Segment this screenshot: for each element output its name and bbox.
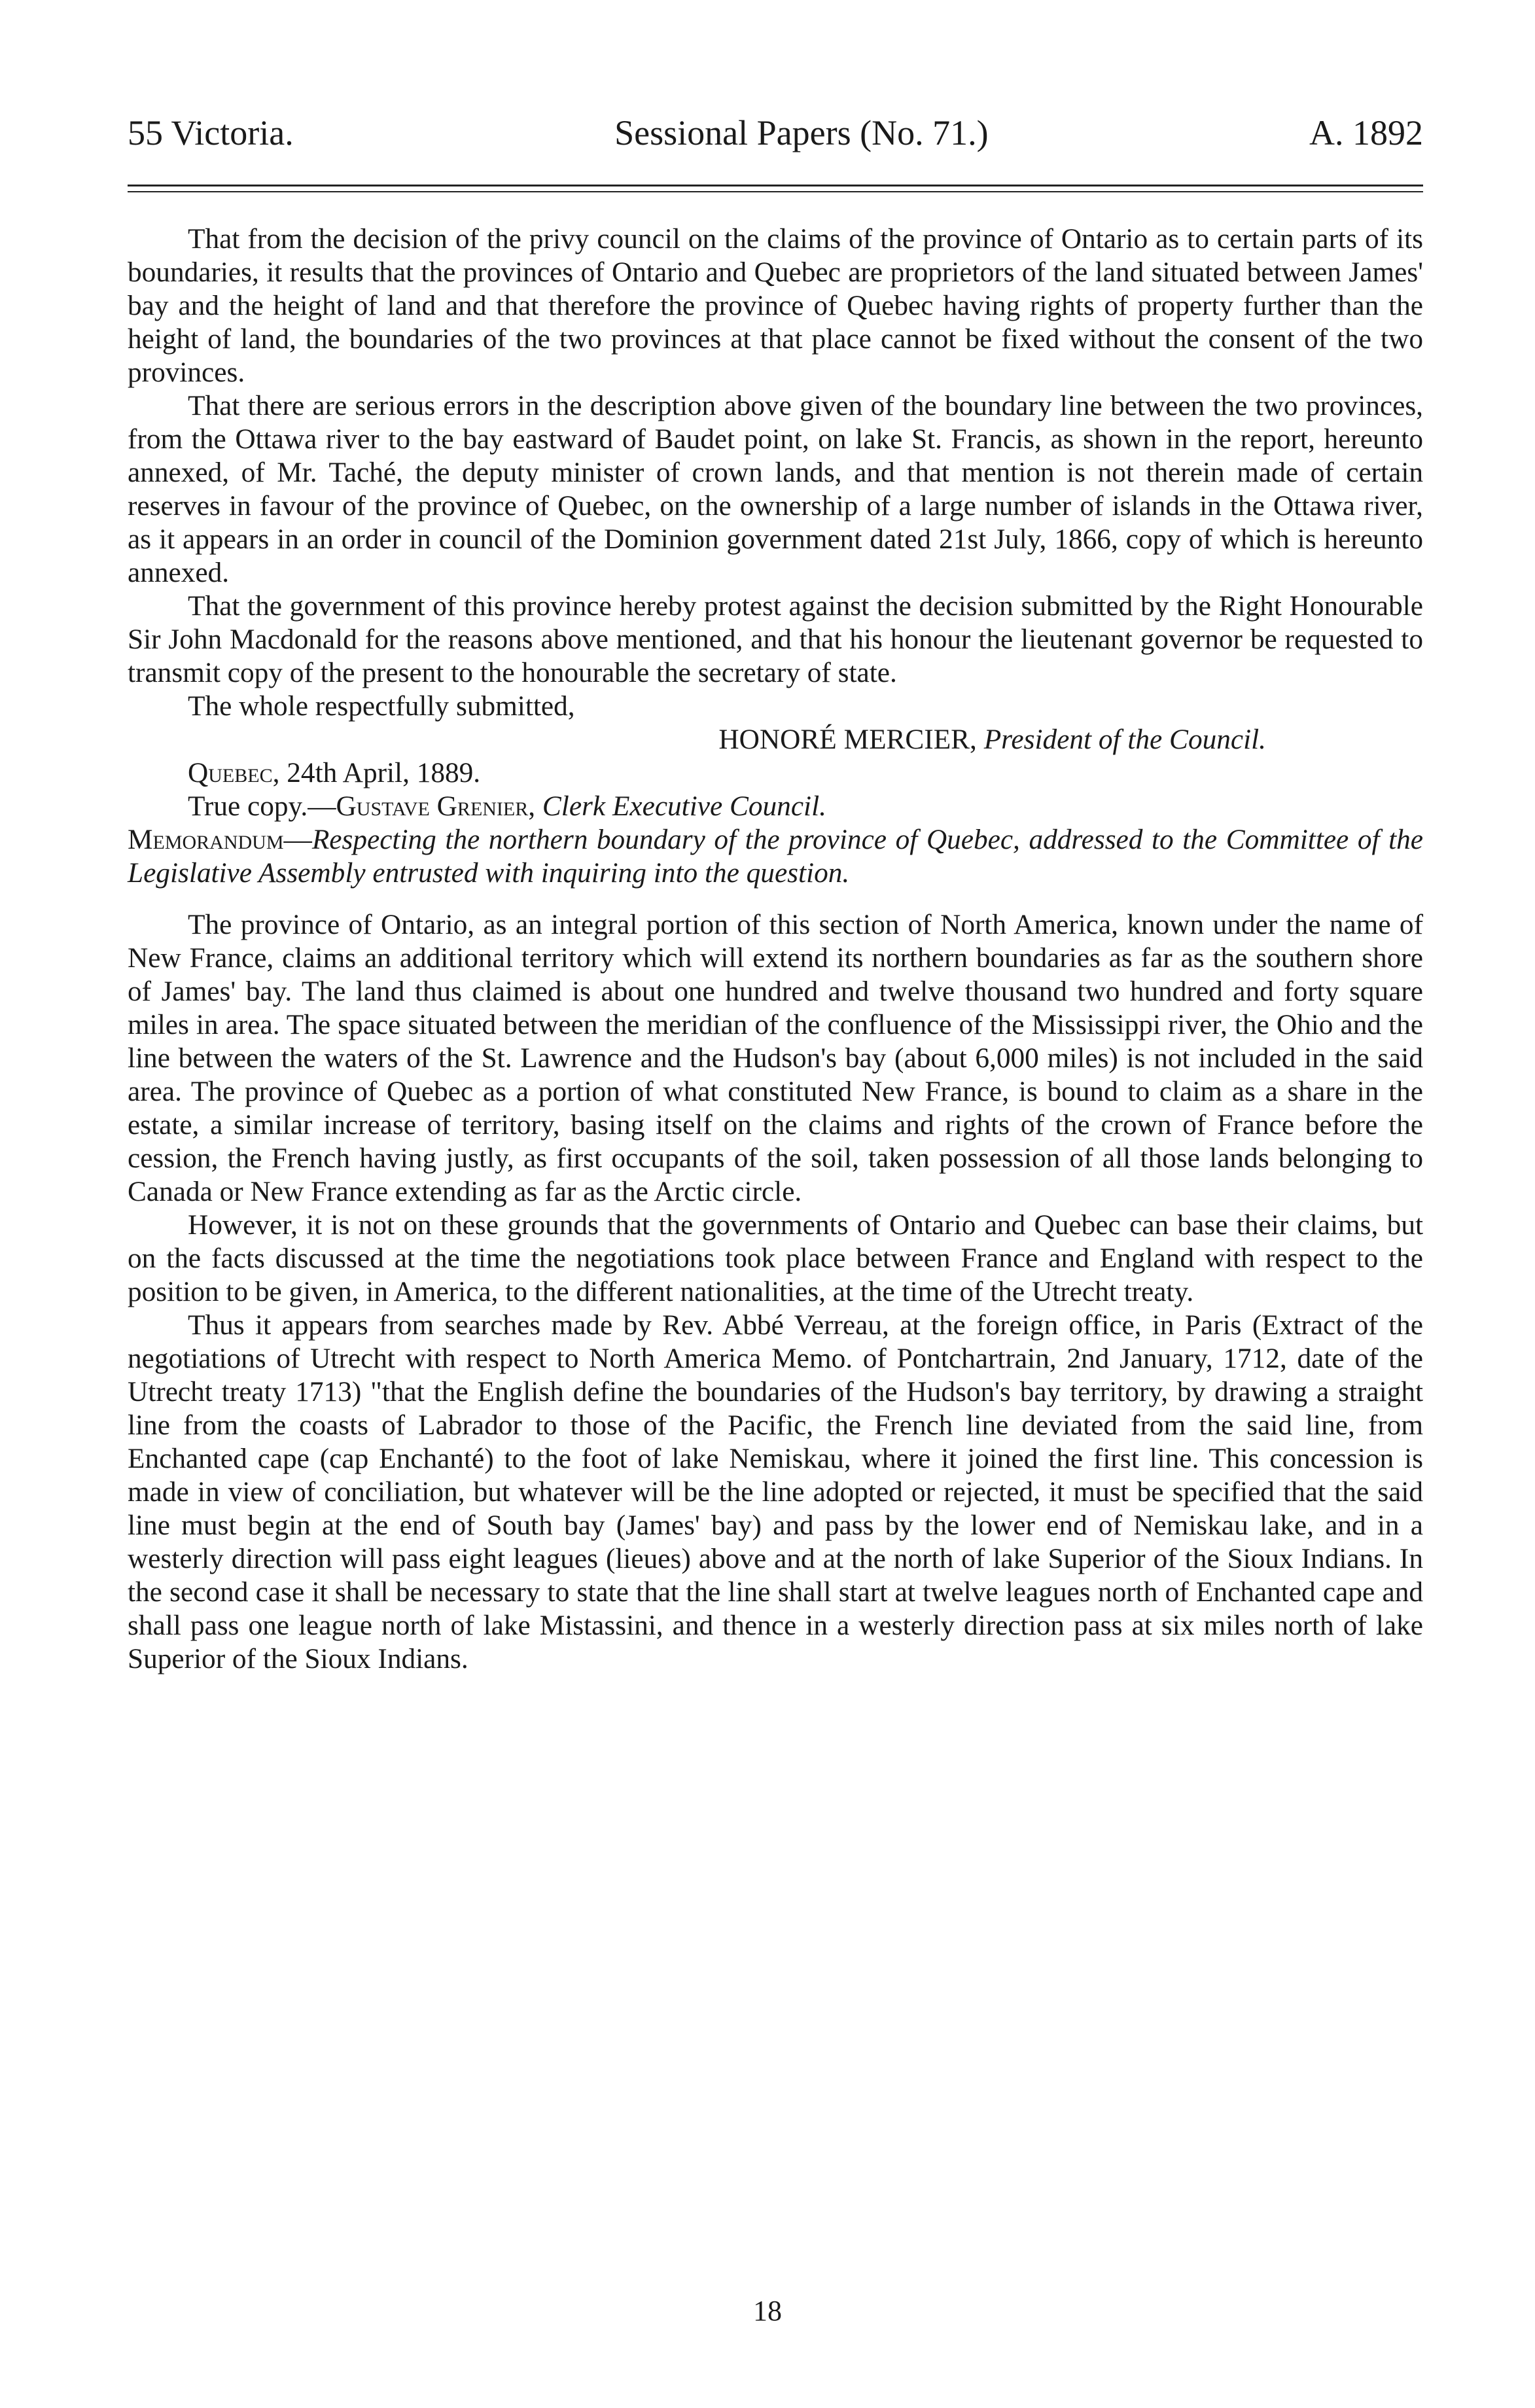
paragraph: The whole respectfully submitted, xyxy=(188,690,575,722)
document-page xyxy=(128,111,1423,1676)
memorandum-label: Memorandum— xyxy=(128,824,312,855)
paragraph: That the government of this province hereby protest against the decision submitted by the Right Honourable Sir John Macdonald for the reasons above mentioned, and that his honour the lieutenant governor be requested to transmit copy of the present to the honourable the secretary of state. xyxy=(128,590,1423,688)
memorandum-heading xyxy=(128,823,1423,890)
dateline-date: 24th April, 1889. xyxy=(287,757,481,788)
header-double-rule xyxy=(128,185,1423,192)
clerk-name: Gustave Grenier, xyxy=(336,790,536,822)
body-text xyxy=(128,222,1423,1676)
signatory-title: President of the Council. xyxy=(983,724,1266,755)
signatory-name: HONORÉ MERCIER, xyxy=(718,724,977,755)
page-number: 18 xyxy=(753,2295,782,2327)
paragraph: Thus it appears from searches made by Rev. Abbé Verreau, at the foreign office, in Paris (Extract of the negotiations of Utrecht with respect to North America Memo. of Pontchartrain, 2nd January, 1712, date of the Utrecht treaty 1713) "that the English define the boundaries of the Hudson's bay territory, by drawing a straight line from the coasts of Labrador to those of the Pacific, the French line deviated from the said line, from Enchanted cape (cap Enchanté) to the foot of lake Nemiskau, where it joined the first line. This concession is made in view of conciliation, but whatever will be the line adopted or rejected, it must be specified that the said line must begin at the end of South bay (James' bay) and pass by the lower end of Nemiskau lake, and in a westerly direction will pass eight leagues (lieues) above and at the north of lake Superior of the Sioux Indians. In the second case it shall be necessary to state that the line shall start at twelve leagues north of Enchanted cape and shall pass one league north of lake Mistassini, and thence in a westerly direction pass at six miles north of lake Superior of the Sioux Indians. xyxy=(128,1309,1423,1674)
paragraph: However, it is not on these grounds that the governments of Ontario and Quebec can base their claims, but on the facts discussed at the time the negotiations took place between France and England with respect to the position to be given, in America, to the different nationalities, at the time of the Utrecht treaty. xyxy=(128,1209,1423,1307)
paragraph: That there are serious errors in the description above given of the boundary line between the two provinces, from the Ottawa river to the bay eastward of Baudet point, on lake St. Francis, as shown in the report, hereunto annexed, of Mr. Taché, the deputy minister of crown lands, and that mention is not therein made of certain reserves in favour of the province of Quebec, on the ownership of a large number of islands in the Ottawa river, as it appears in an order in council of the Dominion government dated 21st July, 1866, copy of which is hereunto annexed. xyxy=(128,390,1423,588)
dateline xyxy=(128,756,1423,790)
paragraph: That from the decision of the privy council on the claims of the province of Ontario as to certain parts of its boundaries, it results that the provinces of Ontario and Quebec are proprietors of the land situated between James' bay and the height of land and that therefore the province of Quebec having rights of property further than the height of land, the boundaries of the two provinces at that place cannot be fixed without the consent of the two provinces. xyxy=(128,223,1423,388)
memorandum-subject: Respecting the northern boundary of the province of Quebec, addressed to the Committee of the Legislative Assembly entrusted with inquiring into the question. xyxy=(128,824,1423,889)
dateline-place: Quebec, xyxy=(188,757,280,788)
header-left: 55 Victoria. xyxy=(128,113,294,152)
spacer xyxy=(128,890,1423,908)
signature-line xyxy=(128,723,1423,756)
clerk-title: Clerk Executive Council. xyxy=(542,790,826,822)
paragraph: The province of Ontario, as an integral portion of this section of North America, known under the name of New France, claims an additional territory which will extend its northern boundaries as far as the southern shore of James' bay. The land thus claimed is about one hundred and twelve thousand two hundred and forty square miles in area. The space situated between the meridian of the confluence of the Mississippi river, the Ohio and the line between the waters of the St. Lawrence and the Hudson's bay (about 6,000 miles) is not included in the said area. The province of Quebec as a portion of what constituted New France, is bound to claim as a share in the estate, a similar increase of territory, basing itself on the claims and rights of the crown of France before the cession, the French having justly, as first occupants of the soil, taken possession of all those lands belonging to Canada or New France extending as far as the Arctic circle. xyxy=(128,909,1423,1207)
header-right: A. 1892 xyxy=(1309,113,1423,152)
header-center: Sessional Papers (No. 71.) xyxy=(614,113,989,152)
running-header xyxy=(128,111,1423,154)
true-copy-prefix: True copy.— xyxy=(188,790,336,822)
true-copy-line xyxy=(128,790,1423,823)
